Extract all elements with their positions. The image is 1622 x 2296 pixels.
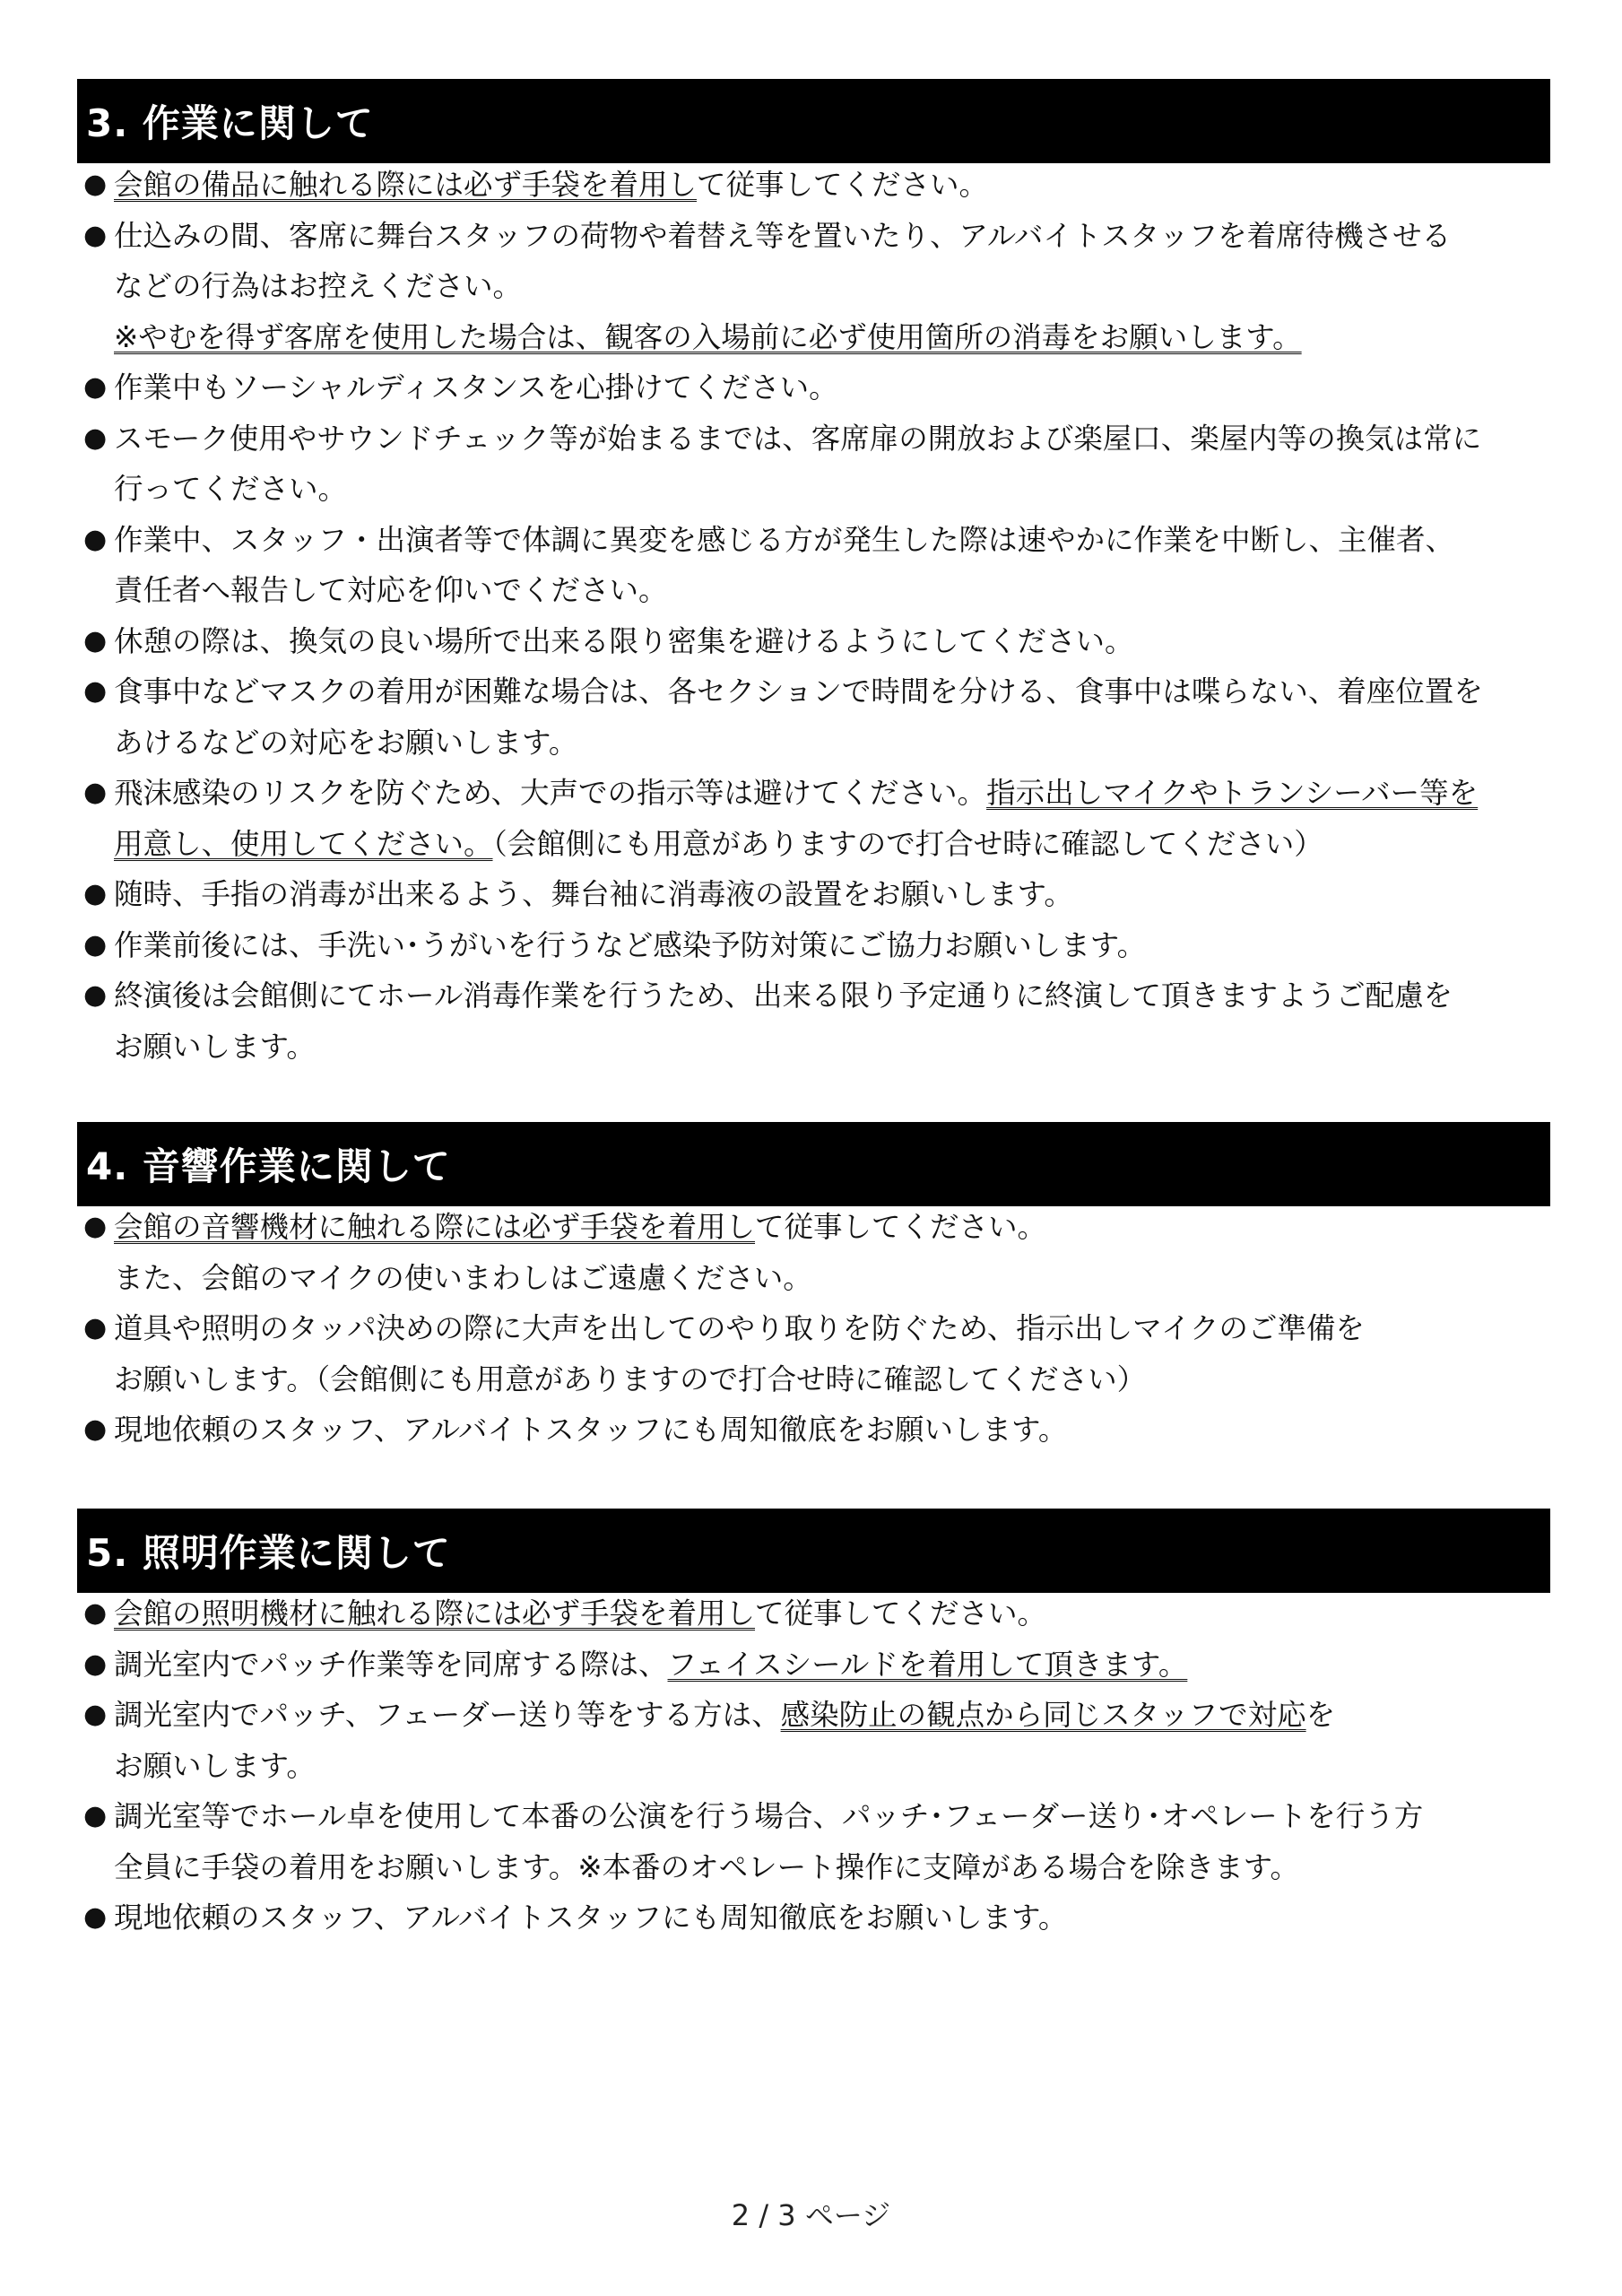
bullet-icon: ● (83, 1597, 108, 1629)
emphasis-text: フェイスシールドを着用して頂きます。 (667, 1647, 1188, 1682)
item-line (114, 211, 1563, 262)
bullet-icon: ● (83, 1413, 108, 1445)
item-line (114, 565, 1563, 616)
item-text: また、会館のマイクの使いまわしはご遠慮ください。 (114, 1260, 812, 1295)
item-text: て従事してください。 (697, 168, 989, 202)
item-line (114, 261, 1563, 312)
item-text: 飛沫感染のリスクを防ぐため、大声での指示等は避けてください。 (114, 776, 987, 810)
item-line (114, 1741, 1563, 1792)
bullet-icon: ● (83, 878, 108, 909)
section-4-list (83, 1202, 1563, 1456)
section-3-header (77, 79, 1550, 163)
emphasis-text: 感染防止の観点から同じスタッフで対応 (780, 1698, 1306, 1732)
item-line (114, 768, 1563, 819)
emphasis-text: 指示出しマイクやトランシーバー等を (986, 776, 1479, 810)
item-line (114, 1303, 1563, 1354)
bullet-icon: ● (83, 169, 108, 200)
list-item (83, 666, 1563, 768)
item-line (114, 1791, 1563, 1842)
bullet-icon: ● (83, 371, 108, 403)
list-item (83, 362, 1563, 413)
list-item (83, 1202, 1563, 1303)
section-4-title: 4. 音響作業に関して (86, 1144, 451, 1188)
item-text: 責任者へ報告して対応を仰いでください。 (114, 573, 668, 607)
item-line (114, 718, 1563, 769)
item-line (114, 616, 1563, 667)
bullet-icon: ● (83, 1901, 108, 1933)
item-text: 作業中、スタッフ・出演者等で体調に異変を感じる方が発生した際は速やかに作業を中断し、主催者、 (114, 522, 1455, 557)
item-line (114, 413, 1563, 465)
item-line (114, 160, 1563, 211)
item-line (114, 362, 1563, 413)
list-item (83, 211, 1563, 363)
item-text: お願いします。 (114, 1748, 316, 1783)
section-3-list (83, 160, 1563, 1072)
item-text: 作業中もソーシャルディスタンスを心掛けてください。 (114, 370, 838, 404)
bullet-icon: ● (83, 219, 108, 251)
item-line (114, 1202, 1563, 1253)
item-line (114, 1842, 1563, 1893)
item-text: スモーク使用やサウンドチェック等が始まるまでは、客席扉の開放および楽屋口、楽屋内等の換気は常に (114, 421, 1482, 456)
item-text: 随時、手指の消毒が出来るよう、舞台袖に消毒液の設置をお願いします。 (114, 877, 1073, 911)
emphasis-text: 会館の備品に触れる際には必ず手袋を着用し (114, 168, 698, 202)
item-line (114, 464, 1563, 515)
list-item (83, 869, 1563, 920)
list-item (83, 515, 1563, 616)
item-line (114, 970, 1563, 1022)
bullet-icon: ● (83, 777, 108, 808)
bullet-icon: ● (83, 675, 108, 707)
item-text: 調光室内でパッチ作業等を同席する際は、 (114, 1647, 668, 1682)
bullet-icon: ● (83, 1800, 108, 1831)
list-item (83, 160, 1563, 211)
item-text: 作業前後には、手洗い･うがいを行うなど感染予防対策にご協力お願いします。 (114, 927, 1147, 962)
list-item (83, 1303, 1563, 1405)
item-line (114, 920, 1563, 971)
item-text: 調光室内でパッチ、フェーダー送り等をする方は、 (114, 1698, 781, 1732)
list-item (83, 1690, 1563, 1791)
list-item (83, 768, 1563, 869)
item-line (114, 1690, 1563, 1741)
bullet-icon: ● (83, 422, 108, 454)
item-line (114, 1892, 1563, 1944)
section-3-title: 3. 作業に関して (86, 101, 374, 145)
section-4-header (77, 1122, 1550, 1206)
bullet-icon: ● (83, 1699, 108, 1730)
item-text: などの行為はお控えください。 (114, 269, 523, 303)
item-text: 行ってください。 (114, 472, 348, 506)
item-text: お願いします。（会館側にも用意がありますので打合せ時に確認してください） (114, 1361, 1147, 1396)
item-text: て従事してください。 (755, 1596, 1047, 1631)
item-line (114, 819, 1563, 870)
bullet-icon: ● (83, 624, 108, 657)
bullet-icon: ● (83, 928, 108, 961)
emphasis-text: 会館の音響機材に触れる際には必ず手袋を着用し (114, 1210, 756, 1244)
item-line (114, 1354, 1563, 1405)
item-text: 全員に手袋の着用をお願いします。※本番のオペレート操作に支障がある場合を除きます。 (114, 1849, 1300, 1884)
list-item (83, 1405, 1563, 1456)
item-line (114, 1022, 1563, 1073)
bullet-icon: ● (83, 523, 108, 555)
item-line (114, 869, 1563, 920)
section-5-list (83, 1588, 1563, 1944)
bullet-icon: ● (83, 1648, 108, 1680)
item-text: 終演後は会館側にてホール消毒作業を行うため、出来る限り予定通りに終演して頂きますようご配慮を (114, 978, 1453, 1013)
item-line (114, 1253, 1563, 1304)
item-text: お願いします。 (114, 1029, 316, 1064)
item-line (114, 1588, 1563, 1639)
item-text: （会館側にも用意がありますので打合せ時に確認してください） (492, 826, 1323, 861)
list-item (83, 616, 1563, 667)
emphasis-text: ※やむを得ず客席を使用した場合は、観客の入場前に必ず使用箇所の消毒をお願いします。 (114, 319, 1302, 354)
bullet-icon: ● (83, 979, 108, 1011)
item-line (114, 1405, 1563, 1456)
item-text: て従事してください。 (755, 1210, 1047, 1244)
item-line (114, 312, 1563, 363)
list-item (83, 1791, 1563, 1892)
list-item (83, 1588, 1563, 1639)
emphasis-text: 会館の照明機材に触れる際には必ず手袋を着用し (114, 1596, 756, 1631)
item-line (114, 515, 1563, 566)
bullet-icon: ● (83, 1312, 108, 1344)
list-item (83, 920, 1563, 971)
list-item (83, 1639, 1563, 1691)
section-5-header (77, 1509, 1550, 1593)
item-text: 道具や照明のタッパ決めの際に大声を出してのやり取りを防ぐため、指示出しマイクのご準備を (114, 1311, 1365, 1345)
item-text: 調光室等でホール卓を使用して本番の公演を行う場合、パッチ･フェーダー送り･オペレートを行う方 (114, 1799, 1424, 1833)
list-item (83, 413, 1563, 515)
section-5-title: 5. 照明作業に関して (86, 1531, 451, 1575)
list-item (83, 1892, 1563, 1944)
item-line (114, 666, 1563, 718)
bullet-icon: ● (83, 1211, 108, 1242)
item-line (114, 1639, 1563, 1691)
item-text: 現地依頼のスタッフ、アルバイトスタッフにも周知徹底をお願いします。 (114, 1900, 1068, 1935)
item-text: あけるなどの対応をお願いします。 (114, 725, 578, 760)
item-text: 休憩の際は、換気の良い場所で出来る限り密集を避けるようにしてください。 (114, 623, 1134, 658)
page-number: 2 / 3 ページ (731, 2198, 891, 2232)
list-item (83, 970, 1563, 1072)
item-text: 仕込みの間、客席に舞台スタッフの荷物や着替え等を置いたり、アルバイトスタッフを着席待機させる (114, 218, 1452, 253)
item-text: 現地依頼のスタッフ、アルバイトスタッフにも周知徹底をお願いします。 (114, 1413, 1068, 1447)
item-text: 食事中などマスクの着用が困難な場合は、各セクションで時間を分ける、食事中は喋らない、着座位置を (114, 674, 1483, 709)
item-text: を (1305, 1698, 1336, 1732)
emphasis-text: 用意し、使用してください。 (114, 826, 493, 861)
